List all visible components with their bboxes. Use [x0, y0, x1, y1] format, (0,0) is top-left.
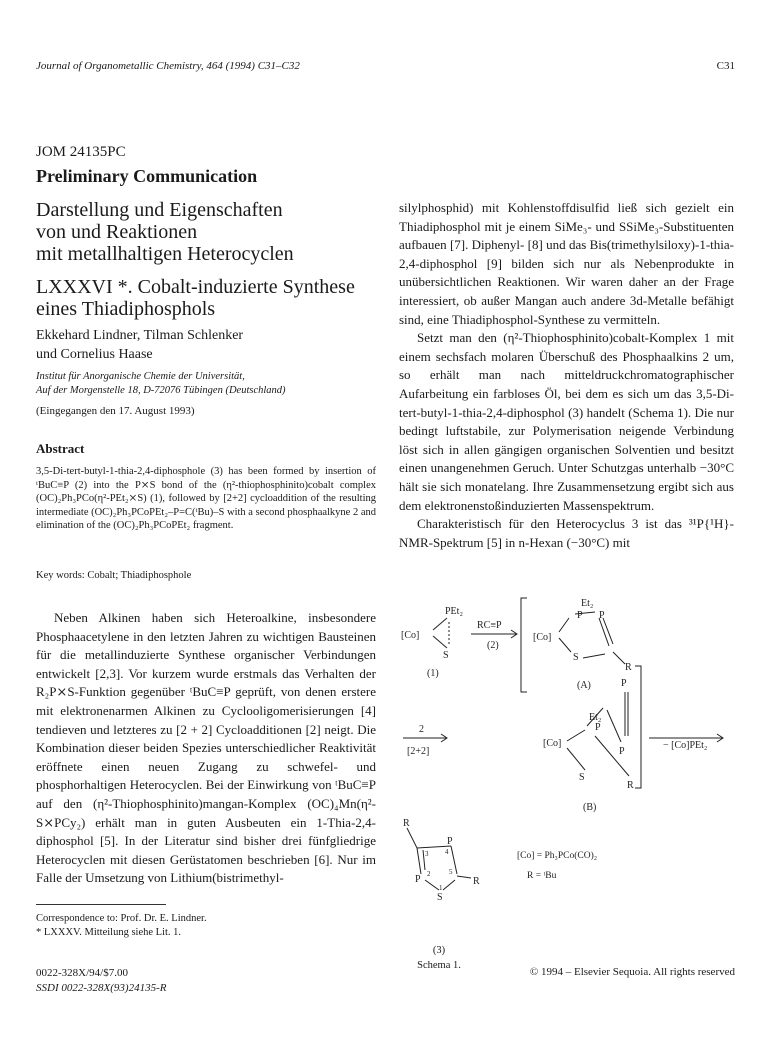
body-paragraph-1: silylphosphid) mit Kohlenstoffdisulfid ließ sich gezielt ein Thiadiphosphol mit je einem SiMe₃- und SSiMe₃-Substituenten aufbauen [7]. Diphenyl- [8] und das Bis(trimethylsiloxy)-1-thia-2,4-diphosphol [9] bilden sich nur als Nebenprodukte in unübersichtlichen Reaktionen. Wir waren daher an der Frage interessiert, ob außer Mangan auch andere 3d-Metalle befähigt sind, eine Thiadiphosphol-Synthese zu vermitteln.	[399, 200, 734, 327]
scheme-r-3b: R	[473, 876, 480, 887]
issn-block	[36, 966, 166, 996]
scheme-reagent: RC≡P	[477, 620, 502, 631]
scheme-et2-a: Et₂	[581, 598, 594, 609]
title-line-3: mit metallhaltigen Heterocyclen	[36, 243, 294, 265]
scheme-r-3a: R	[403, 818, 410, 829]
scheme-caption: Schema 1.	[417, 960, 461, 971]
scheme-co-a: [Co]	[533, 632, 552, 643]
body-paragraph-3: Charakteristisch für den Heterocyclus 3 ist das ³¹P{¹H}-NMR-Spektrum [5] in n-Hexan (−30°C) mit	[399, 516, 734, 550]
scheme-p-3a: P	[447, 836, 453, 847]
scheme-label-3: (3)	[432, 945, 446, 956]
institution	[36, 370, 381, 398]
title-line-1: Darstellung und Eigenschaften	[36, 199, 283, 221]
scheme-p-b-top: P	[621, 678, 627, 689]
scheme-p-b1: P	[595, 722, 601, 733]
scheme-et2-b: Et₂	[589, 712, 602, 723]
scheme-s-1: S	[443, 650, 449, 661]
scheme-p-a1: P	[577, 610, 583, 621]
scheme-label-1: (1)	[427, 668, 439, 679]
ssdi: SSDI 0022-328X(93)24135-R	[36, 982, 167, 994]
series-footnote: * LXXXV. Mitteilung siehe Lit. 1.	[36, 927, 182, 938]
scheme-co-1: [Co]	[401, 630, 420, 641]
scheme-elimination: − [Co]PEt₂	[663, 740, 708, 751]
authors	[36, 326, 376, 364]
reaction-scheme	[399, 596, 739, 931]
body-paragraph: Neben Alkinen haben sich Heteroalkine, insbesondere Phosphaacetylene in den letzten Jahren zu wichtigen Bausteinen für die metallinduzierte Synthese organischer Verbindungen entwickelt [2,3]. Vor kurzem wurde erstmals das Verhalten der R₂P⨯S-Funktion gegenüber ᵗBuC≡P geprüft, von denen erstere mit elektronenarmen Alkinen zu Cyclooligomerisierungen [4] tendieven und letzteres zu [2 + 2] Cycloadditionen [2] neigt. Die Kombination dieser beiden Spezies unterschiedlicher Reaktivität eröffnete einen neuen Zugang zu schwefel- und phosphorhaltigen Heterocyclen. Bei der Einwirkung von ᵗBuC≡P auf den (η²-Thiophosphinito)mangan-Komplex (OC)₄Mn(η²-S⨯PCy₂) erhält man in guten Ausbeuten ein 1-Thia-2,4-diphosphol [5]. In der Literatur sind bisher drei fünfgliedrige Heterocyclen mit diesen Gerüstatomen beschrieben [6]. Nur im Falle der Umsetzung von Lithium(bistrimethyl-	[36, 610, 376, 886]
scheme-s-a: S	[573, 652, 579, 663]
scheme-step2-type: [2+2]	[407, 746, 430, 757]
section-label: Preliminary Communication	[36, 166, 258, 186]
scheme-p-b2: P	[619, 746, 625, 757]
scheme-r-a: R	[625, 662, 632, 673]
body-left-column	[36, 609, 376, 888]
scheme-ring-num-1: 1	[439, 884, 443, 892]
received-date: (Eingegangen den 17. August 1993)	[36, 405, 195, 417]
scheme-s-b: S	[579, 772, 585, 783]
abstract-heading: Abstract	[36, 441, 85, 456]
scheme-s-3: S	[437, 892, 443, 903]
scheme-ring-num-4: 4	[445, 848, 449, 856]
issn: 0022-328X/94/$7.00	[36, 967, 128, 979]
footnote-rule	[36, 904, 166, 905]
keywords: Key words: Cobalt; Thiadiphosphole	[36, 570, 192, 581]
body-right-column	[399, 199, 734, 552]
article-id: JOM 24135PC	[36, 144, 126, 160]
correspondence-note: Correspondence to: Prof. Dr. E. Lindner.	[36, 913, 207, 924]
scheme-ring-num-5: 5	[449, 868, 453, 876]
scheme-ring-num-2: 2	[427, 870, 431, 878]
scheme-label-a: (A)	[577, 680, 591, 691]
scheme-r-b: R	[627, 780, 634, 791]
journal-header: Journal of Organometallic Chemistry, 464 (1994) C31–C32	[36, 60, 300, 72]
scheme-p-a2: P	[599, 610, 605, 621]
scheme-reagent-num: (2)	[487, 640, 499, 651]
title-line-4: LXXXVI *. Cobalt-induzierte Synthese	[36, 276, 355, 298]
scheme-co-b: [Co]	[543, 738, 562, 749]
scheme-legend-co: [Co] = Ph₃PCo(CO)₂	[517, 851, 598, 861]
copyright: © 1994 – Elsevier Sequoia. All rights reserved	[529, 966, 735, 978]
title-line-5: eines Thiadiphosphols	[36, 298, 216, 320]
scheme-pet2: PEt₂	[445, 606, 463, 617]
scheme-p-3b: P	[415, 874, 421, 885]
page-number: C31	[716, 60, 735, 72]
scheme-legend-r: R = ᵗBu	[527, 871, 557, 881]
authors-line-1: Ekkehard Lindner, Tilman Schlenker	[36, 328, 244, 343]
title-line-2: von und Reaktionen	[36, 221, 198, 243]
institution-line-1: Institut für Anorganische Chemie der Universität,	[36, 371, 245, 382]
authors-line-2: und Cornelius Haase	[36, 347, 153, 362]
scheme-ring-num-3: 3	[425, 850, 429, 858]
scheme-label-b: (B)	[583, 802, 597, 813]
body-paragraph-2: Setzt man den (η²-Thiophosphinito)cobalt-Komplex 1 mit einem sechsfach molaren Überschuß des Phosphaalkins 2 um, so erhält man nach mitteldruckchromatographischer Aufarbeitung ein farbloses Öl, bei dem es sich um das 3,5-Di-tert-butyl-1-thia-2,4-diphosphol (3) handelt (Schema 1). Die nur bedingt luftstabile, zur Polymerisation neigende Verbindung löst sich in allen gängigen organischen Solventien und besitzt einen unangenehmen Geruch. Unter Schutzgas unterhalb −30°C hält sie sich monatelang. Ihre Zusammensetzung ergibt sich aus dem elektronenstoßinduzierten Massenspektrum.	[399, 330, 734, 513]
scheme-step2-num: 2	[419, 724, 424, 735]
institution-line-2: Auf der Morgenstelle 18, D-72076 Tübingen (Deutschland)	[36, 385, 286, 396]
abstract-text: 3,5-Di-tert-butyl-1-thia-2,4-diphosphole (3) has been formed by insertion of ᵗBuC≡P (2) into the P⨯S bond of the (η²-thiophosphinito)cobalt complex (OC)₂Ph₃PCo(η²-PEt₂⨯S) (1), followed by [2+2] cycloaddition of the resulting intermediate (OC)₂Ph₃PCoPEt₂–P=C(ᵗBu)–S with a second phosphaalkyne 2 and elimination of the (OC)₂Ph₃PCoPEt₂ fragment.	[36, 466, 377, 532]
